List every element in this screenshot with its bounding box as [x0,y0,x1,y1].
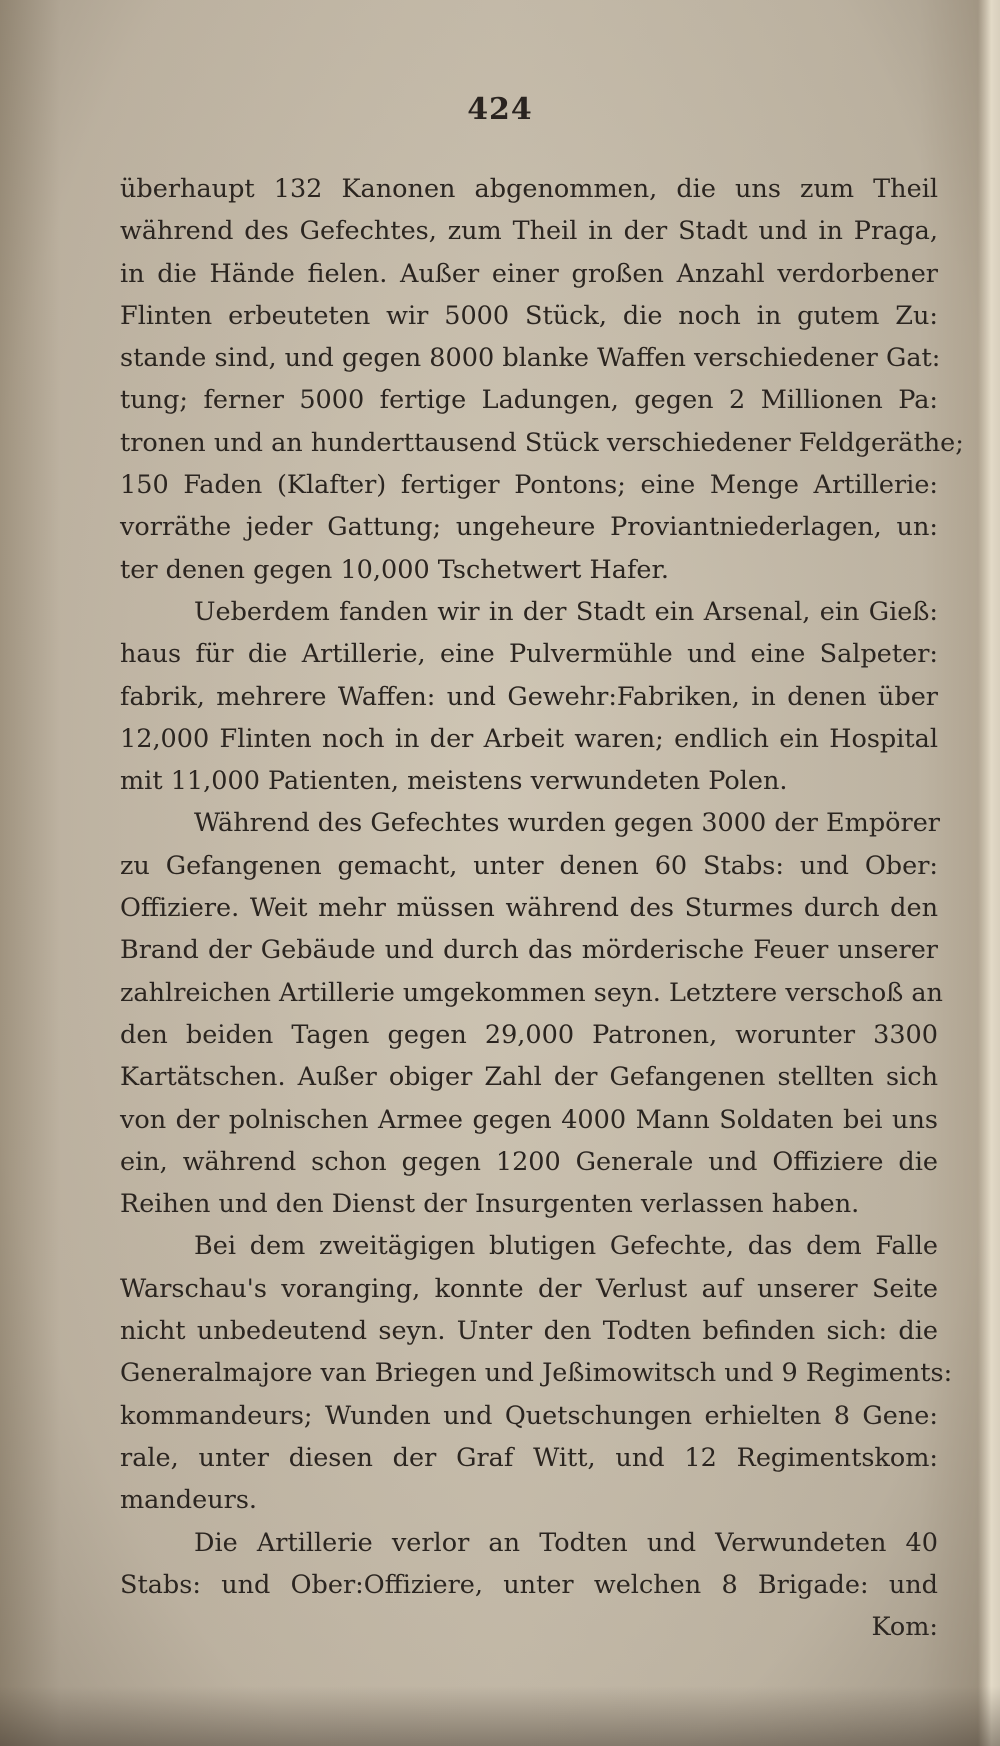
paragraph-start: Ueberdem fanden wir in der Stadt ein Arsenal, ein Gieß: [194,596,938,627]
text-line: während des Gefechtes, zum Theil in der Stadt und in Praga, [120,216,938,247]
text-line: Brand der Gebäude und durch das mörderische Feuer unserer [120,935,938,966]
text-line: nicht unbedeutend seyn. Unter den Todten befinden sich: die [120,1316,938,1347]
text-line: Generalmajore van Briegen und Jeßimowitsch und 9 Regiments: [120,1358,953,1389]
text-line: überhaupt 132 Kanonen abgenommen, die uns zum Theil [120,174,938,204]
text-line: Flinten erbeuteten wir 5000 Stück, die noch in gutem Zu: [120,300,938,331]
page-edge [978,0,1000,1746]
text-line: mit 11,000 Patienten, meistens verwundeten Polen. [120,766,788,797]
text-line: den beiden Tagen gegen 29,000 Patronen, worunter 3300 [120,1019,938,1050]
text-line: 150 Faden (Klafter) fertiger Pontons; eine Menge Artillerie: [120,470,938,501]
text-line: Offiziere. Weit mehr müssen während des Sturmes durch den [120,893,938,924]
text-line: mandeurs. [120,1485,258,1516]
text-line: ter denen gegen 10,000 Tschetwert Hafer. [120,554,669,585]
text-line: stande sind, und gegen 8000 blanke Waffen verschiedener Gat: [120,343,941,374]
text-line: kommandeurs; Wunden und Quetschungen erhielten 8 Gene: [120,1400,938,1431]
text-line: 12,000 Flinten noch in der Arbeit waren; endlich ein Hospital [120,723,938,754]
text-line: fabrik, mehrere Waffen: und Gewehr:Fabriken, in denen über [120,681,938,712]
text-line: zahlreichen Artillerie umgekommen seyn. Letztere verschoß an [120,977,943,1008]
text-line: von der polnischen Armee gegen 4000 Mann Soldaten bei uns [120,1104,938,1135]
text-line: vorräthe jeder Gattung; ungeheure Proviantniederlagen, un: [120,512,938,543]
text-line: in die Hände fielen. Außer einer großen Anzahl verdorbener [120,258,938,289]
paragraph-start: Bei dem zweitägigen blutigen Gefechte, das dem Falle [194,1231,938,1262]
text-line: tung; ferner 5000 fertige Ladungen, gegen 2 Millionen Pa: [120,385,938,416]
paragraph-start: Die Artillerie verlor an Todten und Verwundeten 40 [194,1527,938,1558]
text-line: Warschau's voranging, konnte der Verlust auf unserer Seite [120,1273,938,1304]
body-text [120,168,964,1648]
text-line: rale, unter diesen der Graf Witt, und 12 Regimentskom: [120,1442,938,1473]
text-line: tronen und an hunderttausend Stück verschiedener Feldgeräthe; [120,427,964,458]
text-line: Reihen und den Dienst der Insurgenten verlassen haben. [120,1189,860,1220]
text-line: Stabs: und Ober:Offiziere, unter welchen 8 Brigade: und [120,1569,938,1600]
catchword: Kom: [871,1612,938,1643]
text-line: zu Gefangenen gemacht, unter denen 60 Stabs: und Ober: [120,850,938,881]
page-bottom-shadow [0,1686,1000,1746]
text-line: Kartätschen. Außer obiger Zahl der Gefangenen stellten sich [120,1062,938,1093]
text-line: haus für die Artillerie, eine Pulvermühle und eine Salpeter: [120,639,938,670]
text-line: ein, während schon gegen 1200 Generale und Offiziere die [120,1146,938,1177]
paragraph-start: Während des Gefechtes wurden gegen 3000 der Empörer [194,808,940,839]
page-number: 424 [467,92,533,127]
